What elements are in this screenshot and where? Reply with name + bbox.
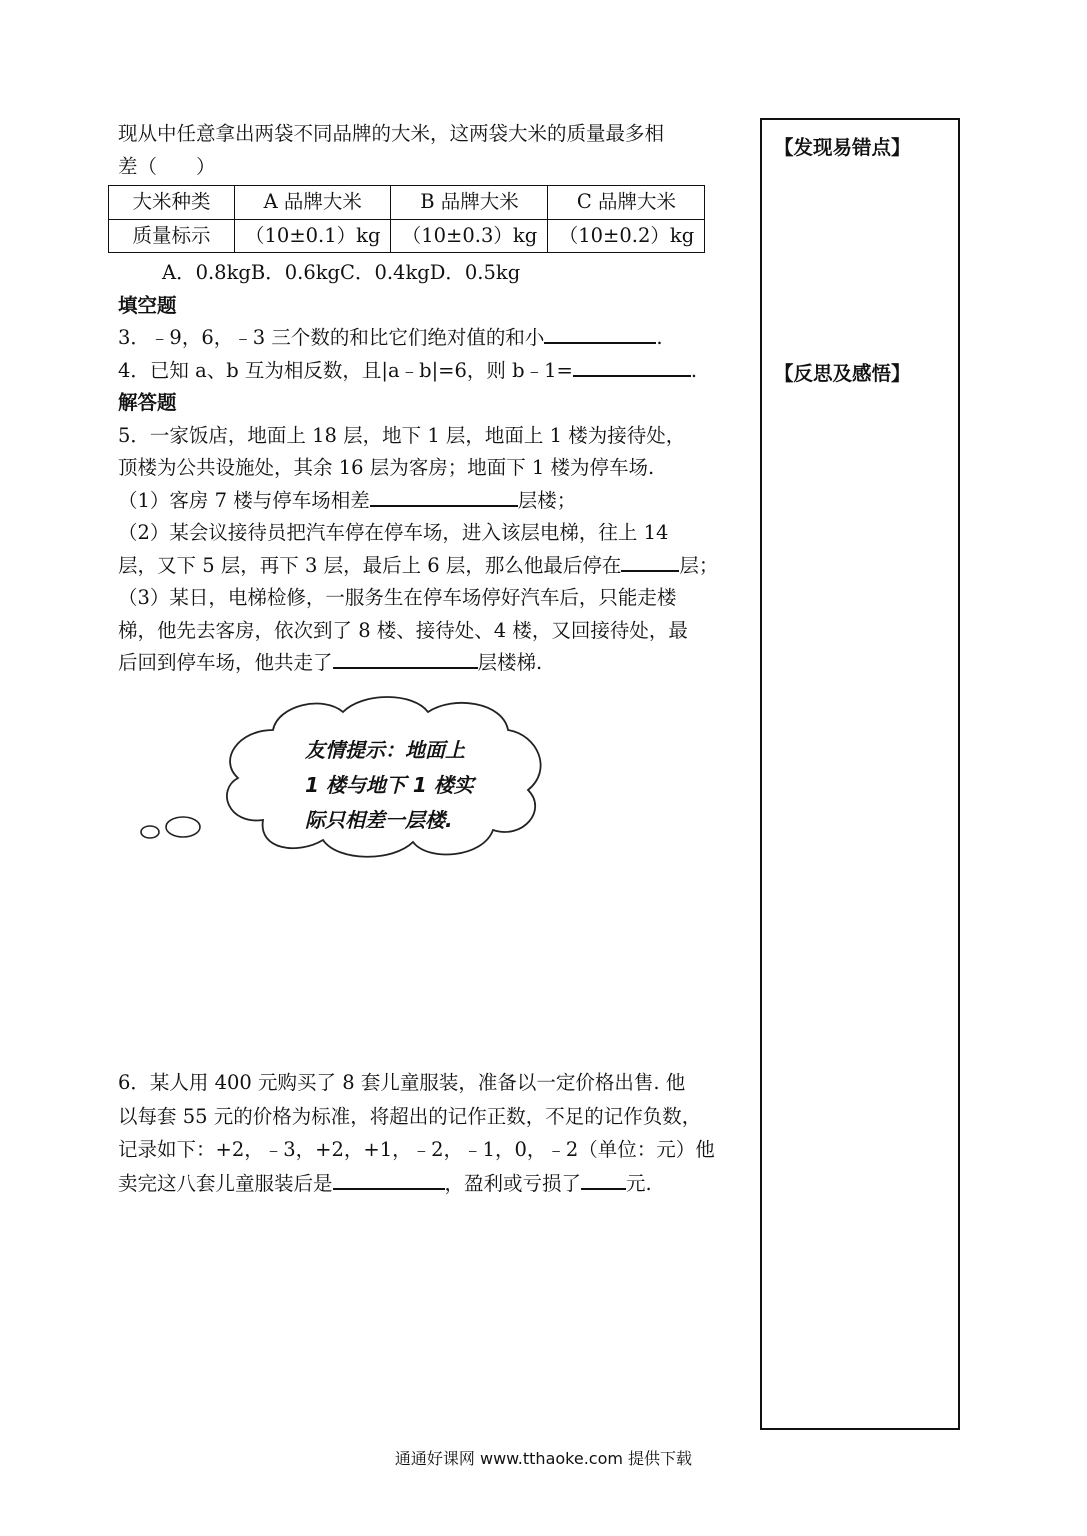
q6-line-1: 6．某人用 400 元购买了 8 套儿童服装，准备以一定价格出售. 他 bbox=[118, 1071, 686, 1094]
fill-heading: 填空题 bbox=[118, 293, 177, 317]
hint-line-2: 1 楼与地下 1 楼实 bbox=[305, 773, 474, 797]
table-cell: 大米种类 bbox=[109, 186, 235, 220]
thought-bubble-small bbox=[141, 826, 159, 838]
question-6 bbox=[118, 1066, 748, 1200]
answer-blank[interactable] bbox=[333, 1168, 445, 1190]
q5-part-1 bbox=[118, 485, 748, 518]
table-cell: A 品牌大米 bbox=[235, 186, 391, 220]
q6-line-2: 以每套 55 元的价格为标准，将超出的记作正数，不足的记作负数， bbox=[118, 1104, 702, 1128]
q5-p3-pre: 后回到停车场，他共走了 bbox=[118, 651, 333, 674]
table-cell: （10±0.1）kg bbox=[235, 219, 391, 253]
table-cell: B 品牌大米 bbox=[391, 186, 548, 220]
answer-heading: 解答题 bbox=[118, 391, 177, 414]
q6-mid: ，盈利或亏损了 bbox=[444, 1171, 582, 1195]
thought-bubble-medium bbox=[166, 817, 200, 837]
q5-part-3-line-2: 梯，他先去客房，依次到了 8 楼、接待处、4 楼，又回接待处，最 bbox=[118, 618, 688, 642]
answer-blank[interactable] bbox=[581, 1168, 626, 1190]
main-content bbox=[118, 118, 748, 680]
answer-blank[interactable] bbox=[544, 322, 656, 344]
intro-line-1: 现从中任意拿出两袋不同品牌的大米，这两袋大米的质量最多相 bbox=[118, 122, 665, 145]
notes-sidebar bbox=[760, 118, 960, 1430]
table-cell: （10±0.3）kg bbox=[391, 219, 548, 253]
sidebar-heading-mistakes: 【发现易错点】 bbox=[774, 136, 911, 159]
intro-line-2: 差（ ） bbox=[118, 154, 216, 178]
q5-p1-pre: （1）客房 7 楼与停车场相差 bbox=[118, 488, 370, 512]
footer: 通通好课网 www.tthaoke.com 提供下载 bbox=[394, 1449, 693, 1468]
q5-p2-post: 层； bbox=[679, 553, 719, 577]
hint-line-3: 际只相差一层楼. bbox=[305, 808, 453, 832]
q5-line-1: 5．一家饭店，地面上 18 层，地下 1 层，地面上 1 楼为接待处， bbox=[118, 423, 686, 447]
table-row bbox=[109, 219, 705, 253]
q6-line-3: 记录如下：+2，﹣3，+2，+1，﹣2，﹣1，0，﹣2（单位：元）他 bbox=[118, 1138, 715, 1161]
q5-p1-post: 层楼； bbox=[517, 488, 577, 512]
q4-text: 4．已知 a、b 互为相反数，且|a﹣b|=6，则 b﹣1= bbox=[118, 358, 573, 382]
q3-text: 3．﹣9，6，﹣3 三个数的和比它们绝对值的和小 bbox=[118, 326, 545, 349]
hint-text bbox=[305, 733, 505, 838]
answer-blank[interactable] bbox=[333, 647, 478, 669]
q5-line-2: 顶楼为公共设施处，其余 16 层为客房；地面下 1 楼为停车场. bbox=[118, 456, 655, 479]
q6-post: 元. bbox=[626, 1171, 652, 1195]
sidebar-heading-reflection: 【反思及感悟】 bbox=[774, 362, 911, 385]
answer-blank[interactable] bbox=[573, 355, 691, 377]
rice-table bbox=[108, 185, 705, 253]
question-4 bbox=[118, 355, 748, 388]
choices: A．0.8kgB．0.6kgC．0.4kgD．0.5kg bbox=[162, 261, 521, 284]
q6-pre: 卖完这八套儿童服装后是 bbox=[118, 1171, 333, 1195]
hint-line-1: 友情提示：地面上 bbox=[305, 738, 465, 762]
question-3 bbox=[118, 322, 748, 355]
q5-part-2-line-1: （2）某会议接待员把汽车停在停车场，进入该层电梯，往上 14 bbox=[118, 521, 669, 544]
answer-blank[interactable] bbox=[370, 485, 518, 507]
answer-blank[interactable] bbox=[621, 550, 679, 572]
q3-end: . bbox=[656, 326, 663, 349]
q5-part-3-line-1: （3）某日，电梯检修，一服务生在停车场停好汽车后，只能走楼 bbox=[118, 586, 677, 609]
q4-end: . bbox=[690, 358, 698, 382]
q5-part-2-line-2 bbox=[118, 550, 748, 583]
q5-p3-post: 层楼梯. bbox=[477, 651, 543, 674]
table-cell: 质量标示 bbox=[109, 219, 235, 253]
q5-p2-pre: 层，又下 5 层，再下 3 层，最后上 6 层，那么他最后停在 bbox=[118, 553, 622, 577]
q6-line-4 bbox=[118, 1167, 748, 1201]
table-cell: C 品牌大米 bbox=[548, 186, 705, 220]
table-row bbox=[109, 186, 705, 220]
q5-part-3-line-3 bbox=[118, 647, 748, 680]
table-cell: （10±0.2）kg bbox=[548, 219, 705, 253]
